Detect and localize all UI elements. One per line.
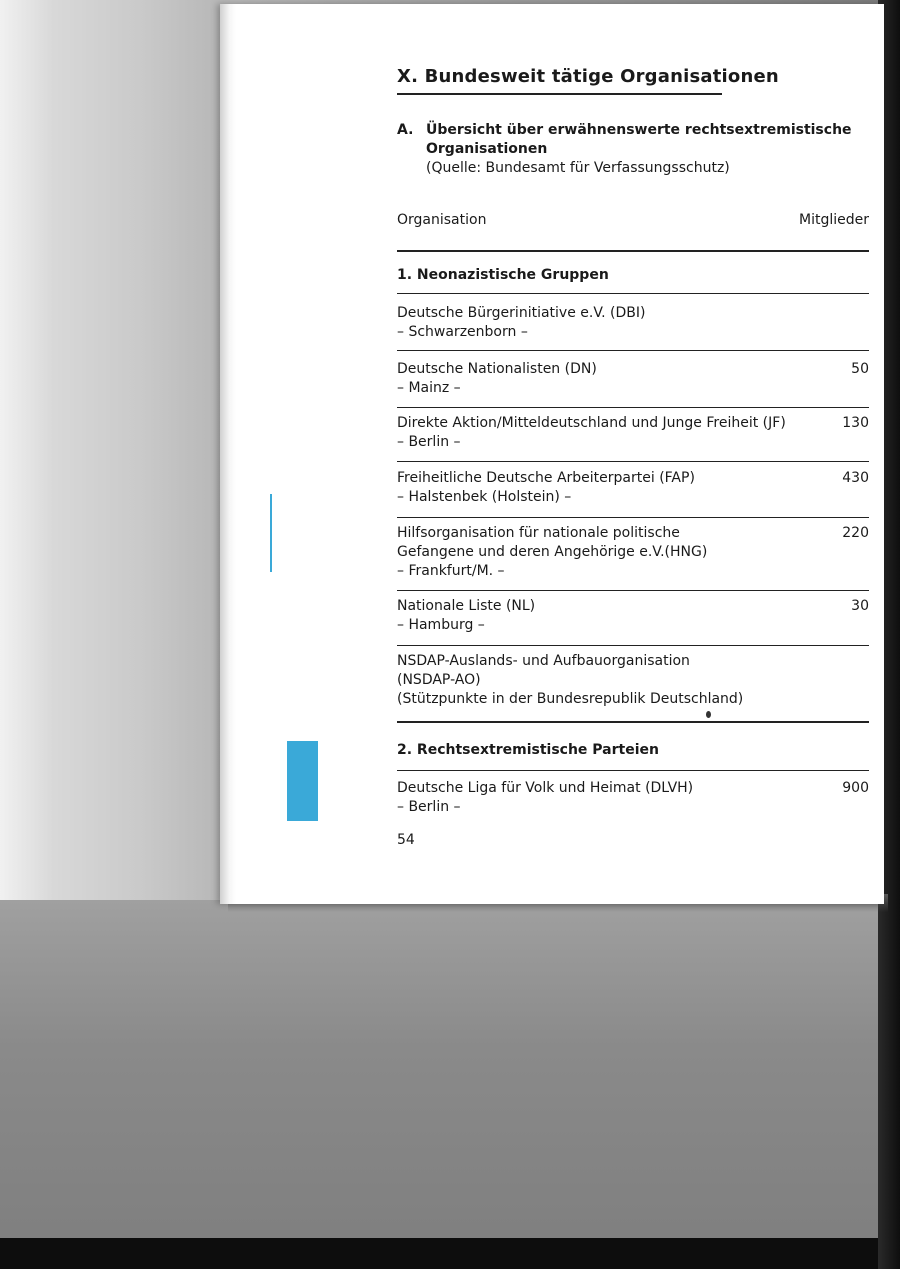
table-row xyxy=(397,360,869,398)
ink-speck xyxy=(706,711,711,718)
row-divider xyxy=(397,645,869,646)
scan-bottom-edge xyxy=(0,1238,900,1269)
table-row xyxy=(397,469,869,507)
section-label: A. xyxy=(397,122,414,138)
title-rule xyxy=(397,93,722,95)
row-divider xyxy=(397,590,869,591)
table-row xyxy=(397,414,869,452)
section-heading-line1: Übersicht über erwähnenswerte rechtsextremistische xyxy=(426,122,852,138)
table-row xyxy=(397,779,869,817)
section-source: (Quelle: Bundesamt für Verfassungsschutz) xyxy=(426,160,730,176)
org-name: Deutsche Bürgerinitiative e.V. (DBI) xyxy=(397,305,646,321)
table-row xyxy=(397,652,869,709)
group-heading: 1. Neonazistische Gruppen xyxy=(397,267,609,283)
header-rule xyxy=(397,250,869,252)
row-divider xyxy=(397,407,869,408)
org-name: Deutsche Liga für Volk und Heimat (DLVH) xyxy=(397,780,694,796)
org-location: – Hamburg – xyxy=(397,617,485,633)
org-name: Direkte Aktion/Mitteldeutschland und Junge Freiheit (JF) xyxy=(397,415,786,431)
member-count: 30 xyxy=(851,598,869,614)
org-name: Hilfsorganisation für nationale politische xyxy=(397,525,680,541)
member-count: 430 xyxy=(842,470,869,486)
chapter-title: X. Bundesweit tätige Organisationen xyxy=(397,66,779,87)
column-members: Mitglieder xyxy=(799,212,869,228)
org-name: Deutsche Nationalisten (DN) xyxy=(397,361,597,377)
row-divider xyxy=(397,461,869,462)
member-count: 130 xyxy=(842,415,869,431)
member-count: 900 xyxy=(842,780,869,796)
org-name-cont: Gefangene und deren Angehörige e.V.(HNG) xyxy=(397,544,708,560)
org-name: Nationale Liste (NL) xyxy=(397,598,536,614)
table-row xyxy=(397,597,869,635)
column-organisation: Organisation xyxy=(397,212,487,228)
member-count: 50 xyxy=(851,361,869,377)
accent-line xyxy=(270,494,272,572)
section-heading-line2: Organisationen xyxy=(426,141,548,157)
row-divider xyxy=(397,350,869,351)
org-name: Freiheitliche Deutsche Arbeiterpartei (FAP) xyxy=(397,470,695,486)
row-divider xyxy=(397,517,869,518)
table-row xyxy=(397,524,869,581)
page-fold xyxy=(220,4,236,904)
org-location: – Mainz – xyxy=(397,380,461,396)
org-location: – Schwarzenborn – xyxy=(397,324,528,340)
org-location: – Berlin – xyxy=(397,434,461,450)
page-number: 54 xyxy=(397,832,415,848)
accent-block xyxy=(287,741,318,821)
org-location: – Halstenbek (Holstein) – xyxy=(397,489,572,505)
org-note: (Stützpunkte in der Bundesrepublik Deutschland) xyxy=(397,691,744,707)
group-rule xyxy=(397,721,869,723)
row-divider xyxy=(397,293,869,294)
org-location: – Frankfurt/M. – xyxy=(397,563,505,579)
scan-background xyxy=(0,900,900,1269)
member-count: 220 xyxy=(842,525,869,541)
row-divider xyxy=(397,770,869,771)
group-heading: 2. Rechtsextremistische Parteien xyxy=(397,742,659,758)
org-location: – Berlin – xyxy=(397,799,461,815)
section-a xyxy=(397,121,869,178)
table-row xyxy=(397,304,869,342)
org-name: NSDAP-Auslands- und Aufbauorganisation xyxy=(397,653,690,669)
org-name-cont: (NSDAP-AO) xyxy=(397,672,481,688)
